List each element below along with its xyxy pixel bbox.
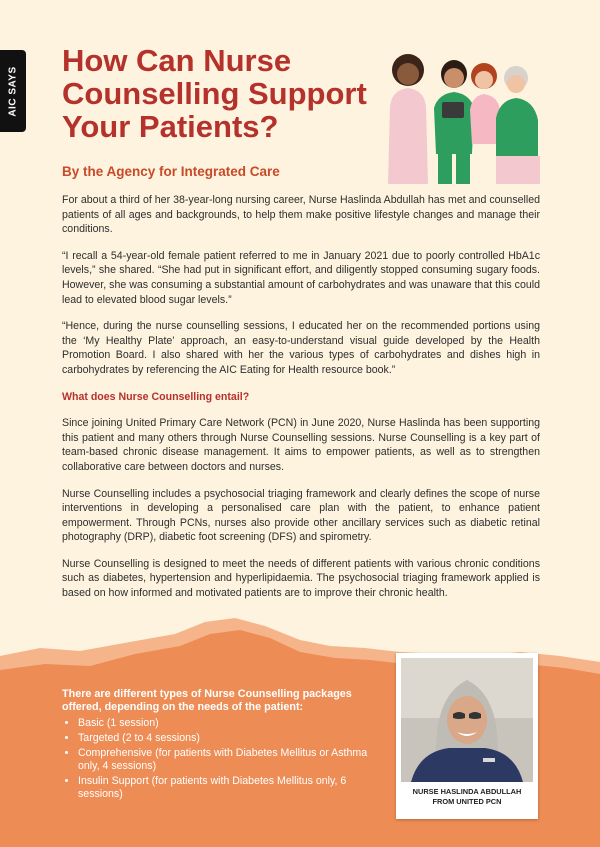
- paragraph-2: “I recall a 54-year-old female patient referred to me in January 2021 due to poorly controlled HbA1c levels,” she shared. “She had put in significant effort, and diligently stopped consuming sugary foods. However, she was consuming a substantial amount of carbohydrates and was unaware that this could lead to elevated blood sugar levels.”: [62, 249, 540, 306]
- paragraph-5: Nurse Counselling includes a psychosocial triaging framework and clearly defines the scope of nurse interventions in developing a personalised care plan with the patient, to enhance patient empowerment. Through PCNs, nurses also provide other ancillary services such as diabetic retinal photography (DRP), diabetic foot screening (DFS) and spirometry.: [62, 487, 540, 544]
- package-item-comprehensive: • Comprehensive (for patients with Diabetes Mellitus or Asthma only, 4 sessions): [78, 747, 380, 773]
- paragraph-1: For about a third of her 38-year-long nursing career, Nurse Haslinda Abdullah has met and counselled patients of all ages and backgrounds, to help them make positive lifestyle changes and manage their conditions.: [62, 194, 540, 236]
- article-body: [62, 193, 540, 613]
- page-title: How Can Nurse Counselling Support Your Patients?: [62, 43, 367, 144]
- caption-name: NURSE HASLINDA ABDULLAH: [412, 787, 522, 796]
- paragraph-3: “Hence, during the nurse counselling sessions, I educated her on the recommended portions using the ‘My Healthy Plate’ approach, an easy-to-understand visual guide developed by the Health Promotion Board. I also shared with her the various types of carbohydrates and dishes high in carbohydrates by referencing the AIC Eating for Health resource book.”: [62, 320, 540, 376]
- side-tab: [0, 50, 26, 132]
- package-item-targeted: • Targeted (2 to 4 sessions): [78, 732, 380, 745]
- paragraph-6: Nurse Counselling is designed to meet the needs of different patients with various chronic conditions such as diabetes, hypertension and hyperlipidaemia. The psychosocial triaging framework applied is based on how informed and motivated patients are to improve their chronic health.: [62, 557, 540, 600]
- byline: By the Agency for Integrated Care: [62, 164, 280, 179]
- section-heading: What does Nurse Counselling entail?: [62, 390, 250, 403]
- portrait-photo: [401, 658, 533, 782]
- package-item-basic: • Basic (1 session): [78, 717, 380, 730]
- paragraph-4: Since joining United Primary Care Network (PCN) in June 2020, Nurse Haslinda has been supporting this patient and many others through Nurse Counselling sessions. Nurse Counselling is a key part of team-based chronic disease management. It aims to empower patients, as well as to strengthen collaborative care between doctors and nurses.: [62, 417, 540, 473]
- packages-intro: There are different types of Nurse Counselling packages offered, depending on the needs of the patient:: [62, 688, 352, 713]
- portrait-caption: [396, 787, 538, 807]
- packages-panel: [62, 688, 380, 803]
- package-item-insulin-support: • Insulin Support (for patients with Diabetes Mellitus only, 6 sessions): [78, 775, 380, 801]
- caption-organisation: FROM UNITED PCN: [432, 797, 502, 806]
- side-tab-label: AIC SAYS: [7, 65, 19, 117]
- nurses-group-illustration: [378, 44, 546, 184]
- packages-list: [62, 717, 380, 801]
- portrait-card: [396, 653, 538, 819]
